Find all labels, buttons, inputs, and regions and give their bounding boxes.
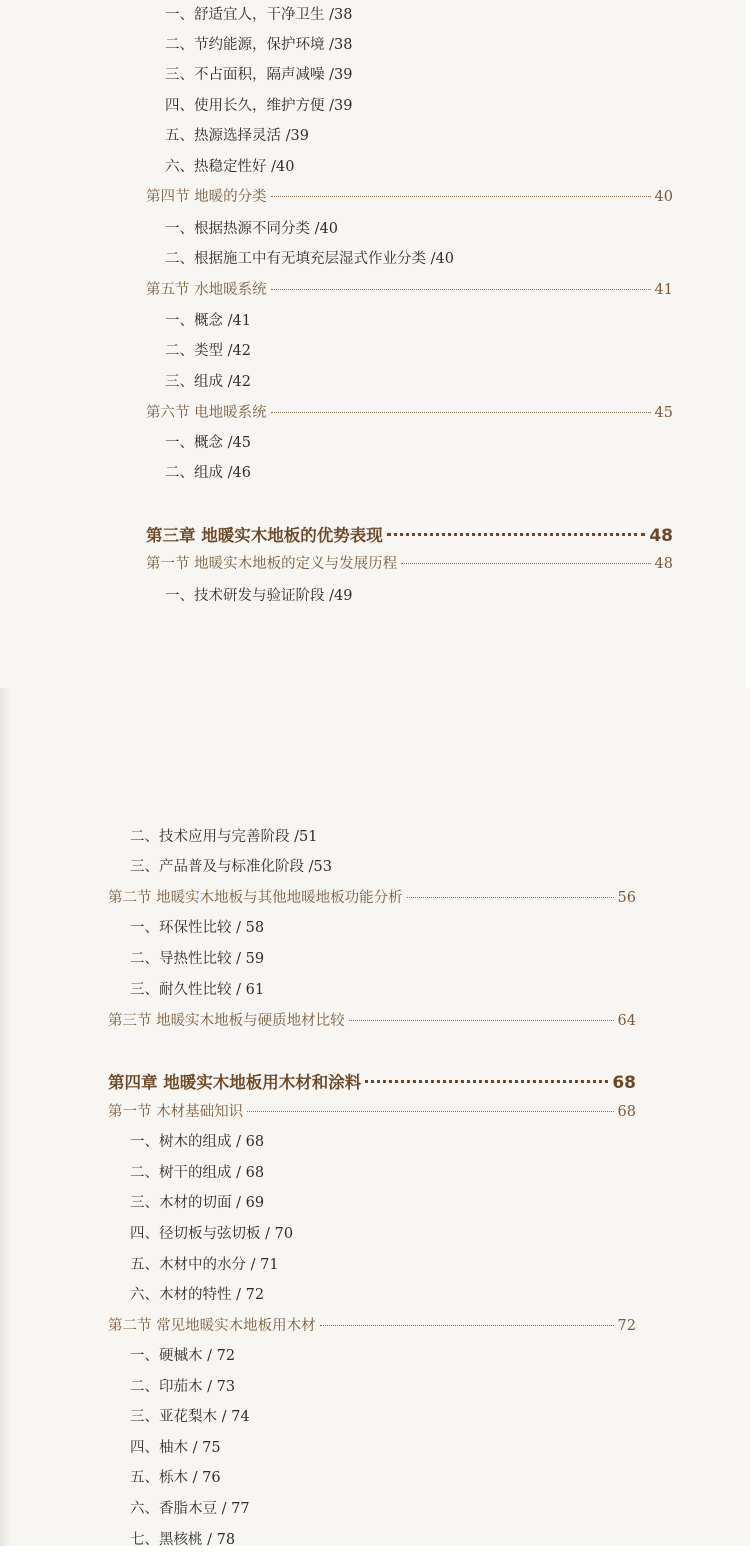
page-edge bbox=[746, 0, 750, 688]
toc-section-heading[interactable] bbox=[108, 1099, 636, 1125]
entry-title: 第三节 地暖实木地板与硬质地材比较 bbox=[108, 1013, 345, 1029]
dot-leader bbox=[271, 412, 651, 413]
toc-subitem[interactable]: 二、组成 /46 bbox=[165, 465, 251, 481]
toc-subitem[interactable]: 一、技术研发与验证阶段 /49 bbox=[165, 588, 353, 604]
toc-section-heading[interactable] bbox=[146, 400, 673, 426]
toc-subitem[interactable]: 六、香脂木豆 / 77 bbox=[130, 1501, 250, 1517]
toc-subitem[interactable]: 三、产品普及与标准化阶段 /53 bbox=[130, 859, 332, 875]
toc-chapter-heading[interactable] bbox=[146, 521, 673, 551]
page-number: 56 bbox=[617, 890, 636, 906]
page-number: 68 bbox=[617, 1104, 636, 1120]
entry-title: 第二节 地暖实木地板与其他地暖地板功能分析 bbox=[108, 890, 403, 906]
toc-subitem[interactable]: 三、组成 /42 bbox=[165, 374, 251, 390]
toc-subitem[interactable]: 五、热源选择灵活 /39 bbox=[165, 128, 309, 144]
entry-title: 第三章 地暖实木地板的优势表现 bbox=[146, 526, 383, 545]
toc-section-heading[interactable] bbox=[108, 1008, 636, 1034]
toc-subitem[interactable]: 二、技术应用与完善阶段 /51 bbox=[130, 829, 318, 845]
toc-subitem[interactable]: 四、柚木 / 75 bbox=[130, 1440, 221, 1456]
entry-title: 第二节 常见地暖实木地板用木材 bbox=[108, 1318, 316, 1334]
page-number: 68 bbox=[612, 1073, 636, 1093]
toc-chapter-heading[interactable] bbox=[108, 1068, 636, 1098]
toc-subitem[interactable]: 五、栎木 / 76 bbox=[130, 1470, 221, 1486]
entry-title: 第一节 木材基础知识 bbox=[108, 1104, 244, 1120]
page-number: 48 bbox=[649, 526, 673, 546]
dot-leader bbox=[407, 897, 614, 898]
toc-subitem[interactable]: 二、根据施工中有无填充层湿式作业分类 /40 bbox=[165, 251, 454, 267]
page-number: 48 bbox=[654, 556, 673, 572]
page-number: 64 bbox=[617, 1013, 636, 1029]
entry-title: 第一节 地暖实木地板的定义与发展历程 bbox=[146, 556, 398, 572]
toc-section-heading[interactable] bbox=[146, 184, 673, 210]
page-number: 41 bbox=[654, 282, 673, 298]
toc-subitem[interactable]: 一、舒适宜人，干净卫生 /38 bbox=[165, 7, 353, 23]
dot-leader bbox=[320, 1325, 614, 1326]
toc-subitem[interactable]: 二、树干的组成 / 68 bbox=[130, 1165, 265, 1181]
toc-subitem[interactable]: 一、树木的组成 / 68 bbox=[130, 1134, 265, 1150]
entry-title: 第四章 地暖实木地板用木材和涂料 bbox=[108, 1073, 362, 1092]
dot-leader bbox=[247, 1111, 613, 1112]
toc-subitem[interactable]: 二、类型 /42 bbox=[165, 343, 251, 359]
dot-leader bbox=[271, 196, 651, 197]
toc-subitem[interactable]: 一、根据热源不同分类 /40 bbox=[165, 221, 338, 237]
toc-section-heading[interactable] bbox=[146, 277, 673, 303]
toc-subitem[interactable]: 一、概念 /41 bbox=[165, 313, 251, 329]
toc-section-heading[interactable] bbox=[108, 885, 636, 911]
entry-title: 第六节 电地暖系统 bbox=[146, 405, 267, 421]
dot-leader bbox=[349, 1020, 614, 1021]
toc-subitem[interactable]: 一、概念 /45 bbox=[165, 435, 251, 451]
toc-subitem[interactable]: 一、环保性比较 / 58 bbox=[130, 920, 265, 936]
entry-title: 第四节 地暖的分类 bbox=[146, 189, 267, 205]
toc-page-upper bbox=[0, 0, 750, 688]
dot-leader bbox=[271, 289, 651, 290]
dot-leader bbox=[365, 1080, 608, 1083]
page-number: 40 bbox=[654, 189, 673, 205]
toc-subitem[interactable]: 七、黑核桃 / 78 bbox=[130, 1532, 236, 1548]
toc-subitem[interactable]: 二、节约能源，保护环境 /38 bbox=[165, 37, 353, 53]
dot-leader bbox=[387, 533, 646, 536]
toc-subitem[interactable]: 六、热稳定性好 /40 bbox=[165, 159, 295, 175]
toc-subitem[interactable]: 二、印茄木 / 73 bbox=[130, 1379, 236, 1395]
page-number: 45 bbox=[654, 405, 673, 421]
toc-subitem[interactable]: 五、木材中的水分 / 71 bbox=[130, 1257, 279, 1273]
toc-subitem[interactable]: 三、耐久性比较 / 61 bbox=[130, 982, 265, 998]
toc-subitem[interactable]: 三、亚花梨木 / 74 bbox=[130, 1409, 250, 1425]
toc-subitem[interactable]: 二、导热性比较 / 59 bbox=[130, 951, 265, 967]
toc-subitem[interactable]: 六、木材的特性 / 72 bbox=[130, 1287, 265, 1303]
toc-subitem[interactable]: 一、硬槭木 / 72 bbox=[130, 1348, 236, 1364]
toc-subitem[interactable]: 四、使用长久，维护方便 /39 bbox=[165, 98, 353, 114]
toc-section-heading[interactable] bbox=[146, 551, 673, 577]
toc-subitem[interactable]: 三、不占面积，隔声减噪 /39 bbox=[165, 67, 353, 83]
toc-page-lower bbox=[0, 688, 750, 1546]
toc-subitem[interactable]: 四、径切板与弦切板 / 70 bbox=[130, 1226, 294, 1242]
toc-section-heading[interactable] bbox=[108, 1313, 636, 1339]
toc-subitem[interactable]: 三、木材的切面 / 69 bbox=[130, 1195, 265, 1211]
dot-leader bbox=[401, 563, 650, 564]
page-number: 72 bbox=[617, 1318, 636, 1334]
entry-title: 第五节 水地暖系统 bbox=[146, 282, 267, 298]
